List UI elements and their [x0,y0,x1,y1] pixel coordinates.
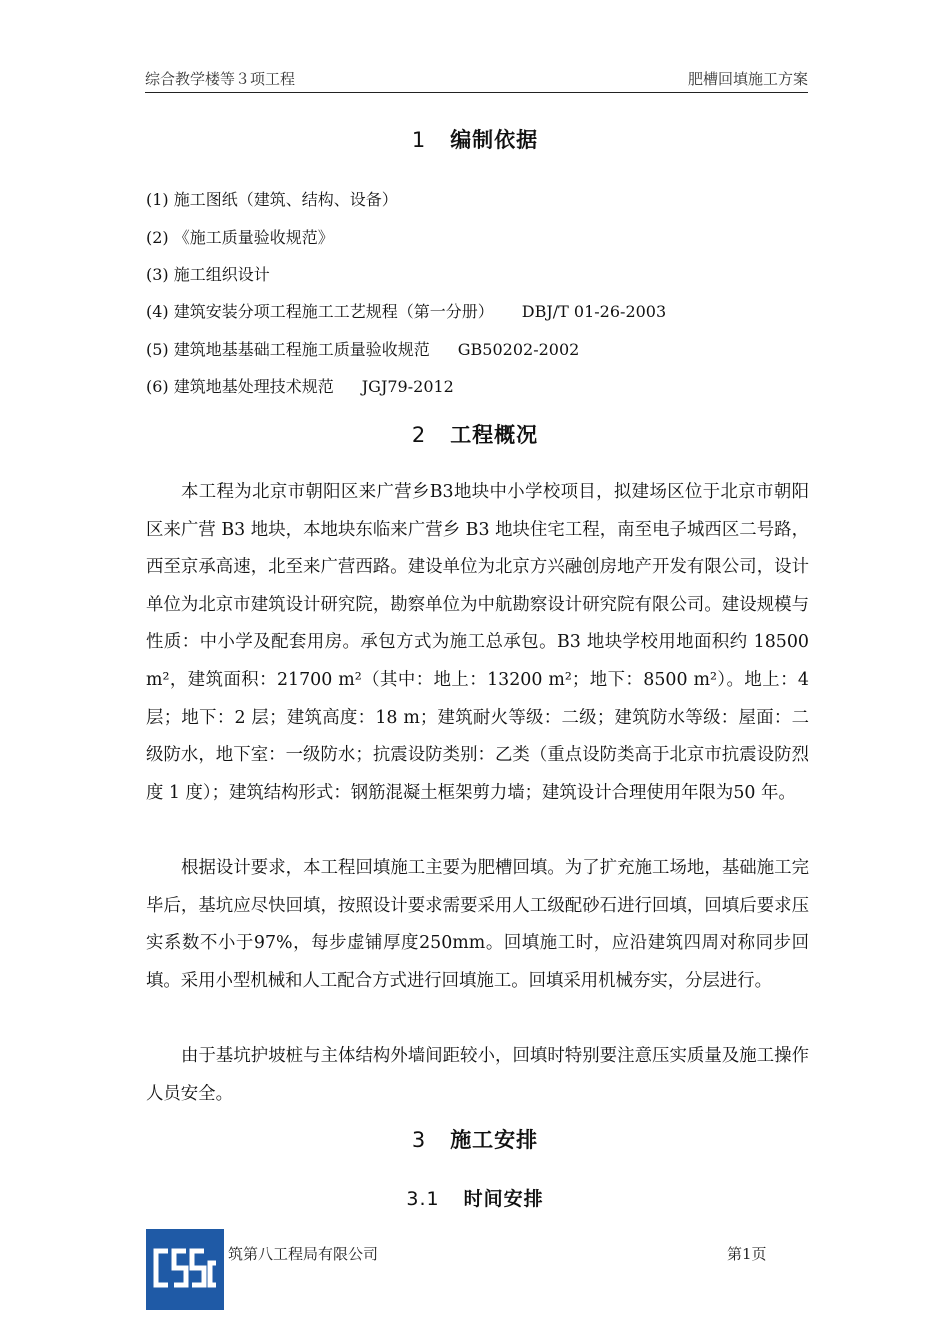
reference-item: (2) 《施工质量验收规范》 [146,228,334,247]
reference-code: GB50202-2002 [457,340,580,359]
reference-item: (3) 施工组织设计 [146,265,270,284]
subsection-heading-3-1 [0,1184,950,1211]
section-number: 3 [411,1128,427,1152]
section-heading-2 [0,419,950,449]
overview-paragraph-2: 根据设计要求，本工程回填施工主要为肥槽回填。为了扩充施工场地，基础施工完毕后，基坑应尽快回填，按照设计要求需要采用人工级配砂石进行回填，回填后要求压实系数不小于97%，每步虚铺厚度250mm。回填施工时，应沿建筑四周对称同步回填。采用小型机械和人工配合方式进行回填施工。回填采用机械夯实，分层进行。 [146,858,809,991]
overview-paragraph-1: 本工程为北京市朝阳区来广营乡B3地块中小学校项目，拟建场区位于北京市朝阳区来广营 B3 地块，本地块东临来广营乡 B3 地块住宅工程，南至电子城西区二号路，西至京承高速，北至来广营西路。建设单位为北京方兴融创房地产开发有限公司，设计单位为北京市建筑设计研究院，勘察单位为中航勘察设计研究院有限公司。建设规模与性质：中小学及配套用房。承包方式为施工总承包。B3 地块学校用地面积约 18500 m²，建筑面积：21700 m²（其中：地上：13200 m²；地下：8500 m²）。地上：4 层；地下：2 层；建筑高度：18 m；建筑耐火等级：二级；建筑防水等级：屋面：二级防水，地下室：一级防水；抗震设防类别：乙类（重点设防类高于北京市抗震设防烈度 1 度）；建筑结构形式：钢筋混凝土框架剪力墙；建筑设计合理使用年限为50 年。 [146,482,809,803]
section-number: 2 [411,423,427,447]
section-number: 3.1 [406,1188,440,1210]
reference-code: JGJ79-2012 [361,377,454,396]
reference-item: (5) 建筑地基基础工程施工质量验收规范 GB50202-2002 [146,340,580,359]
page-header [145,66,808,93]
reference-item: (4) 建筑安装分项工程施工工艺规程（第一分册） DBJ/T 01-26-2003 [146,302,667,321]
header-project-name: 综合教学楼等３项工程 [145,70,296,88]
section-number: 1 [411,128,427,152]
reference-item: (1) 施工图纸（建筑、结构、设备） [146,190,398,209]
reference-item: (6) 建筑地基处理技术规范 JGJ79-2012 [146,377,454,396]
section-title: 时间安排 [463,1188,544,1210]
header-document-title: 肥槽回填施工方案 [687,70,808,88]
overview-paragraph-3: 由于基坑护坡桩与主体结构外墙间距较小，回填时特别要注意压实质量及施工操作人员安全。 [146,1046,809,1104]
section-heading-1 [0,124,950,154]
section-title: 施工安排 [450,1128,539,1152]
section-title: 工程概况 [450,423,539,447]
footer-page-number: 第1页 [727,1245,767,1263]
section-title: 编制依据 [450,128,539,152]
footer-company-name: 筑第八工程局有限公司 [228,1245,379,1263]
reference-code: DBJ/T 01-26-2003 [521,302,667,321]
section-heading-3 [0,1124,950,1154]
company-logo-icon [146,1229,224,1310]
